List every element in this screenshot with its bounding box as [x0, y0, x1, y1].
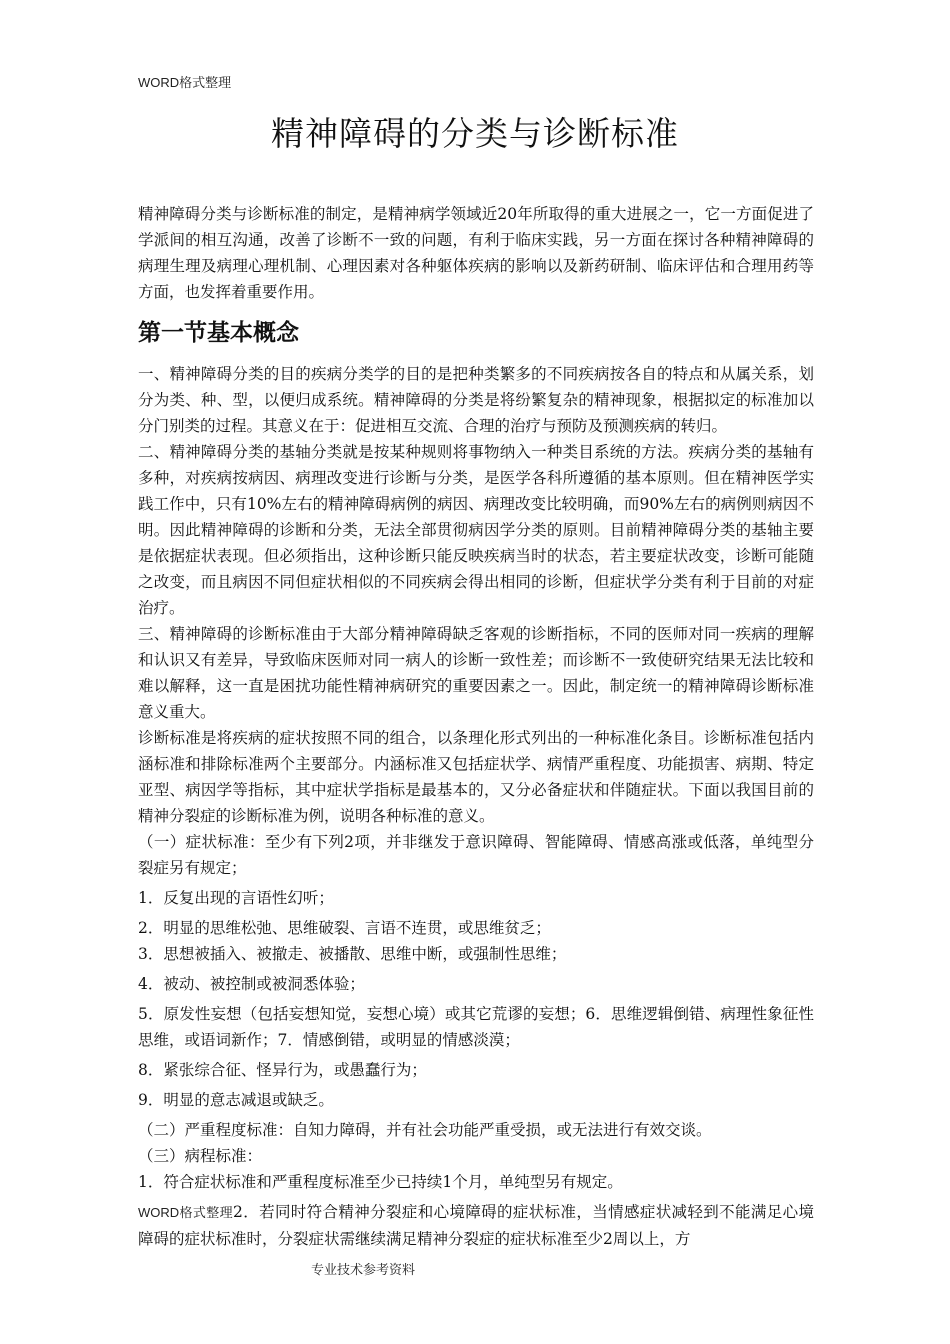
inline-watermark: WORD格式整理	[138, 1205, 233, 1220]
course-item: 1．符合症状标准和严重程度标准至少已持续1个月，单纯型另有规定。	[138, 1173, 623, 1191]
header-watermark: WORD格式整理	[138, 75, 232, 90]
paragraph-purpose: 一、精神障碍分类的目的疾病分类学的目的是把种类繁多的不同疾病按各自的特点和从属关系，划分为类、种、型，以便归成系统。精神障碍的分类是将纷繁复杂的精神现象，根据拟定的标准加以分门别类的过程。其意义在于：促进相互交流、合理的治疗与预防及预测疾病的转归。	[138, 365, 814, 435]
paragraph-criteria: 三、精神障碍的诊断标准由于大部分精神障碍缺乏客观的诊断指标，不同的医师对同一疾病的理解和认识又有差异，导致临床医师对同一病人的诊断一致性差；而诊断不一致使研究结果无法比较和难以解释，这一直是困扰功能性精神病研究的重要因素之一。因此，制定统一的精神障碍诊断标准意义重大。	[138, 625, 814, 721]
paragraph-definition: 诊断标准是将疾病的症状按照不同的组合，以条理化形式列出的一种标准化条目。诊断标准包括内涵标准和排除标准两个主要部分。内涵标准又包括症状学、病情严重程度、功能损害、病期、特定亚型、病因学等指标，其中症状学指标是最基本的，又分必备症状和伴随症状。下面以我国目前的精神分裂症的诊断标准为例，说明各种标准的意义。	[138, 729, 814, 825]
page-title: 精神障碍的分类与诊断标准	[271, 114, 679, 153]
list-item: 9．明显的意志减退或缺乏。	[138, 1091, 334, 1109]
paragraph-axis: 二、精神障碍分类的基轴分类就是按某种规则将事物纳入一种类目系统的方法。疾病分类的基轴有多种，对疾病按病因、病理改变进行诊断与分类，是医学各科所遵循的基本原则。但在精神医学实践工作中，只有10%左右的精神障碍病例的病因、病理改变比较明确，而90%左右的病例则病因不明。因此精神障碍的诊断和分类，无法全部贯彻病因学分类的原则。目前精神障碍分类的基轴主要是依据症状表现。但必须指出，这种诊断只能反映疾病当时的状态，若主要症状改变，诊断可能随之改变，而且病因不同但症状相似的不同疾病会得出相同的诊断，但症状学分类有利于目前的对症治疗。	[138, 443, 814, 617]
list-item: 1．反复出现的言语性幻听；	[138, 889, 334, 907]
list-item: 2．明显的思维松弛、思维破裂、言语不连贯，或思维贫乏；	[138, 919, 551, 937]
list-item: 3．思想被插入、被撤走、被播散、思维中断，或强制性思维；	[138, 945, 567, 963]
course-item-text: 2．若同时符合精神分裂症和心境障碍的症状标准，当情感症状减轻到不能满足心境障碍的症状标准时，分裂症状需继续满足精神分裂症的症状标准至少2周以上，方	[138, 1203, 814, 1248]
page-footer: 专业技术参考资料	[311, 1263, 416, 1278]
symptom-criteria: （一）症状标准：至少有下列2项，并非继发于意识障碍、智能障碍、情感高涨或低落，单纯型分裂症另有规定；	[138, 833, 814, 877]
document-body	[138, 201, 814, 1252]
list-item: 4．被动、被控制或被洞悉体验；	[138, 975, 365, 993]
list-item: 8．紧张综合征、怪异行为，或愚蠢行为；	[138, 1061, 427, 1079]
section-heading: 第一节基本概念	[138, 320, 299, 346]
intro-paragraph: 精神障碍分类与诊断标准的制定，是精神病学领域近20年所取得的重大进展之一，它一方面促进了学派间的相互沟通，改善了诊断不一致的问题，有利于临床实践，另一方面在探讨各种精神障碍的病理生理及病理心理机制、心理因素对各种躯体疾病的影响以及新药研制、临床评估和合理用药等方面，也发挥着重要作用。	[138, 205, 814, 301]
severity-criteria: （二）严重程度标准：自知力障碍，并有社会功能严重受损，或无法进行有效交谈。	[138, 1121, 712, 1139]
course-item-2	[138, 1199, 814, 1252]
course-criteria: （三）病程标准：	[138, 1147, 263, 1165]
list-item: 5．原发性妄想（包括妄想知觉，妄想心境）或其它荒谬的妄想；6．思维逻辑倒错、病理性象征性思维，或语词新作；7．情感倒错，或明显的情感淡漠；	[138, 1005, 814, 1049]
